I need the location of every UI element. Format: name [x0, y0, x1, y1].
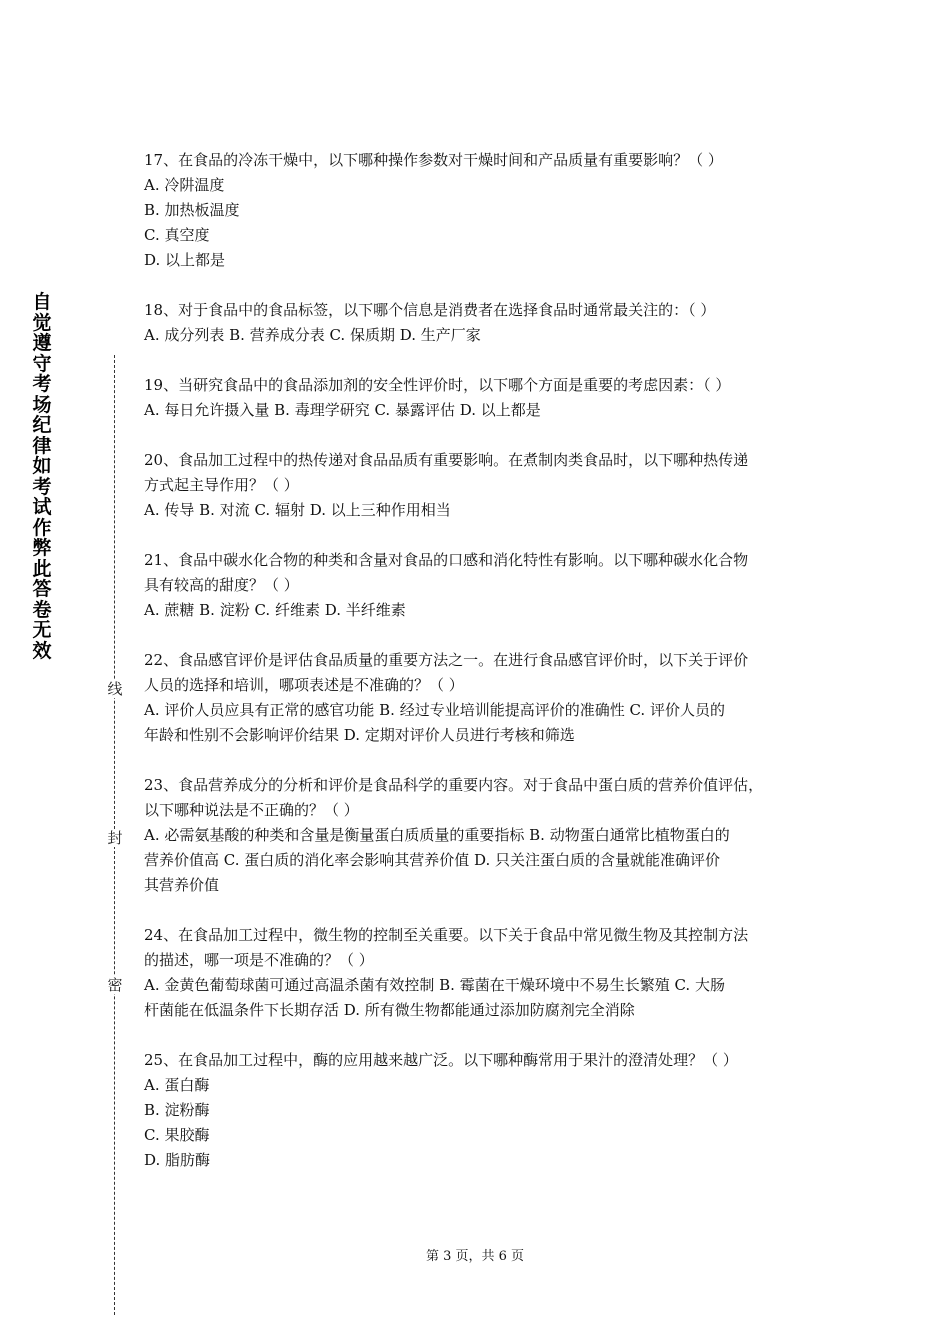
options-line: A. 成分列表 B. 营养成分表 C. 保质期 D. 生产厂家	[144, 326, 481, 344]
notice-char: 卷	[32, 598, 52, 621]
notice-char: 试	[32, 496, 52, 518]
notice-char: 守	[32, 352, 52, 375]
notice-char: 弊	[32, 537, 52, 559]
options-line: 营养价值高 C. 蛋白质的消化率会影响其营养价值 D. 只关注蛋白质的含量就能准确评价	[144, 851, 721, 869]
options-line: A. 评价人员应具有正常的感官功能 B. 经过专业培训能提高评价的准确性 C. 评价人员的	[144, 701, 725, 719]
option-c: C. 真空度	[144, 226, 210, 244]
notice-char: 此	[32, 557, 52, 580]
notice-char: 答	[32, 578, 52, 600]
question-19	[144, 373, 816, 423]
question-list	[144, 148, 816, 1198]
question-stem: 18、对于食品中的食品标签，以下哪个信息是消费者在选择食品时通常最关注的：（ ）	[144, 301, 716, 319]
question-stem-line: 的描述，哪一项是不准确的？（ ）	[144, 951, 374, 969]
question-stem-line: 21、食品中碳水化合物的种类和含量对食品的口感和消化特性有影响。以下哪种碳水化合物	[144, 551, 749, 569]
question-21	[144, 548, 816, 623]
options-line: A. 必需氨基酸的种类和含量是衡量蛋白质质量的重要指标 B. 动物蛋白通常比植物蛋白的	[144, 826, 730, 844]
question-stem-line: 方式起主导作用？（ ）	[144, 476, 299, 494]
binding-label-line: 线	[107, 680, 123, 698]
question-stem-line: 以下哪种说法是不正确的？（ ）	[144, 801, 359, 819]
question-17	[144, 148, 816, 273]
question-stem-line: 23、食品营养成分的分析和评价是食品科学的重要内容。对于食品中蛋白质的营养价值评估，	[144, 776, 764, 794]
options-line: A. 金黄色葡萄球菌可通过高温杀菌有效控制 B. 霉菌在干燥环境中不易生长繁殖 C. 大肠	[144, 976, 725, 994]
option-c: C. 果胶酶	[144, 1126, 210, 1144]
question-18	[144, 298, 816, 348]
question-stem-line: 人员的选择和培训，哪项表述是不准确的？（ ）	[144, 676, 464, 694]
notice-char: 律	[32, 434, 52, 457]
notice-char: 考	[32, 373, 52, 395]
binding-label-seal: 封	[107, 829, 123, 847]
option-a: A. 冷阱温度	[144, 176, 225, 194]
notice-char: 如	[32, 455, 52, 477]
notice-char: 自	[32, 291, 52, 313]
option-a: A. 蛋白酶	[144, 1076, 210, 1094]
option-b: B. 加热板温度	[144, 201, 240, 219]
question-stem: 19、当研究食品中的食品添加剂的安全性评价时，以下哪个方面是重要的考虑因素：（ ）	[144, 376, 731, 394]
question-stem: 17、在食品的冷冻干燥中，以下哪种操作参数对干燥时间和产品质量有重要影响？（ ）	[144, 151, 723, 169]
options-line: A. 蔗糖 B. 淀粉 C. 纤维素 D. 半纤维素	[144, 601, 406, 619]
question-stem-line: 24、在食品加工过程中，微生物的控制至关重要。以下关于食品中常见微生物及其控制方法	[144, 926, 749, 944]
question-stem: 25、在食品加工过程中，酶的应用越来越广泛。以下哪种酶常用于果汁的澄清处理？（ ）	[144, 1051, 738, 1069]
options-line: A. 传导 B. 对流 C. 辐射 D. 以上三种作用相当	[144, 501, 451, 519]
notice-char: 作	[32, 516, 52, 539]
binding-label-secret: 密	[107, 976, 123, 994]
option-b: B. 淀粉酶	[144, 1101, 210, 1119]
question-20	[144, 448, 816, 523]
question-22	[144, 648, 816, 748]
notice-char: 无	[32, 619, 52, 641]
page-number: 第 3 页，共 6 页	[425, 1249, 525, 1264]
notice-char: 效	[32, 639, 52, 662]
question-stem-line: 20、食品加工过程中的热传递对食品品质有重要影响。在煮制肉类食品时，以下哪种热传递	[144, 451, 749, 469]
question-25	[144, 1048, 816, 1173]
exam-discipline-notice	[30, 292, 54, 661]
notice-char: 纪	[32, 414, 52, 436]
question-24	[144, 923, 816, 1023]
options-line: 其营养价值	[144, 876, 220, 894]
notice-char: 觉	[32, 311, 52, 334]
question-stem-line: 具有较高的甜度？（ ）	[144, 576, 299, 594]
options-line: 年龄和性别不会影响评价结果 D. 定期对评价人员进行考核和筛选	[144, 726, 575, 744]
option-d: D. 脂肪酶	[144, 1151, 211, 1169]
notice-char: 遵	[32, 332, 52, 354]
question-stem-line: 22、食品感官评价是评估食品质量的重要方法之一。在进行食品感官评价时，以下关于评价	[144, 651, 749, 669]
options-line: A. 每日允许摄入量 B. 毒理学研究 C. 暴露评估 D. 以上都是	[144, 401, 541, 419]
options-line: 杆菌能在低温条件下长期存活 D. 所有微生物都能通过添加防腐剂完全消除	[144, 1001, 635, 1019]
question-23	[144, 773, 816, 898]
notice-char: 考	[32, 475, 52, 498]
option-d: D. 以上都是	[144, 251, 226, 269]
notice-char: 场	[32, 393, 52, 416]
